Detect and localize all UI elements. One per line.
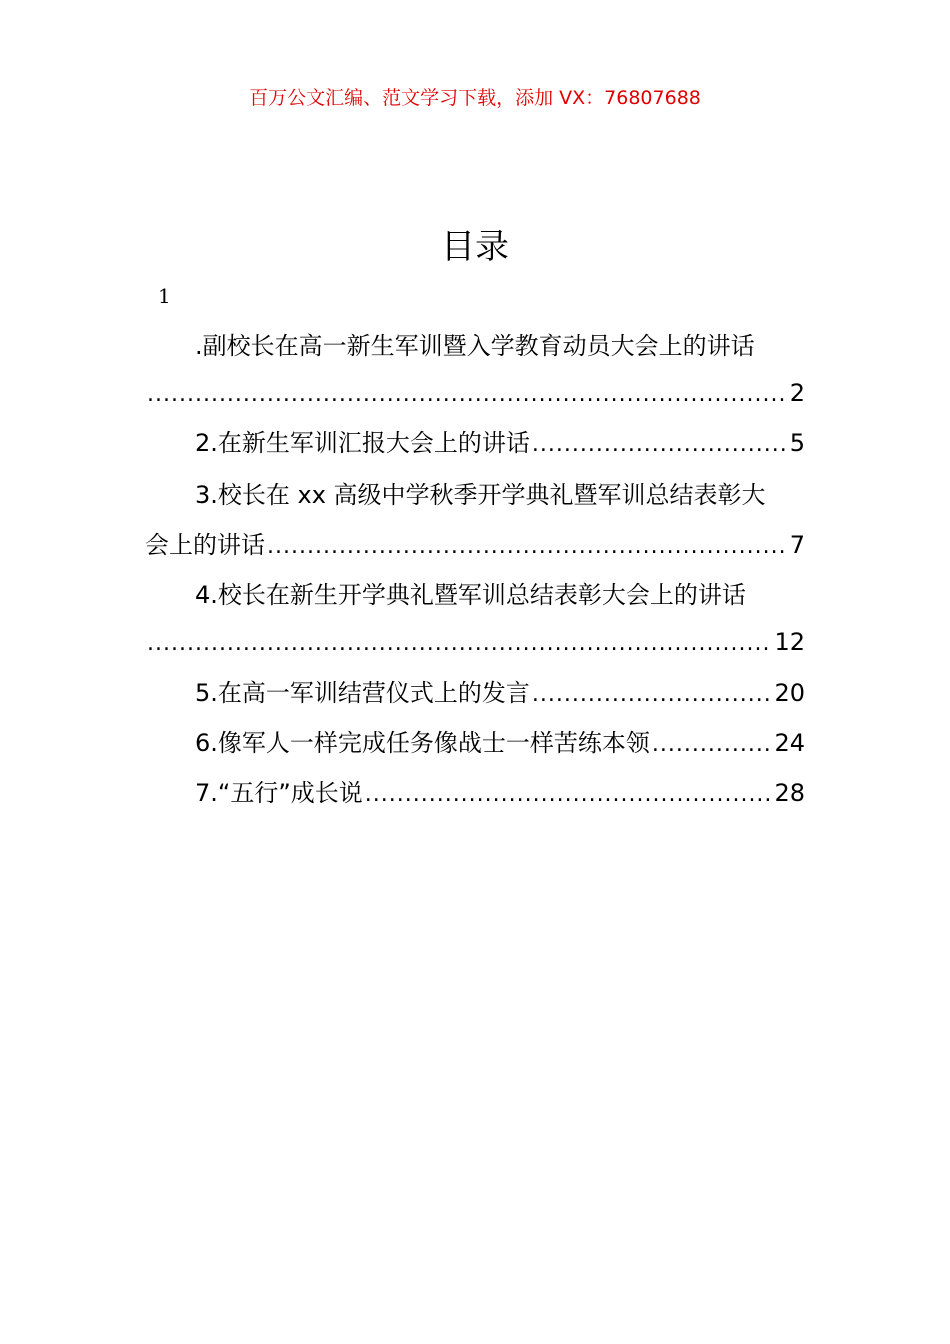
toc-entry-6[interactable] — [145, 724, 805, 762]
toc-entry-text: 3.校长在 xx 高级中学秋季开学典礼暨军训总结表彰大 — [195, 481, 766, 509]
dot-leader — [147, 376, 788, 412]
toc-entry-1-line2[interactable] — [145, 374, 805, 412]
toc-page-number: 5 — [789, 429, 805, 457]
toc-page-number: 12 — [774, 628, 805, 656]
toc-page-number: 20 — [774, 679, 805, 707]
toc-entry-3-line1[interactable] — [145, 476, 805, 514]
dot-leader — [532, 426, 788, 462]
toc-entry-text: 7.“五行”成长说 — [195, 779, 363, 807]
toc-entry-2[interactable] — [145, 424, 805, 462]
toc-entry-text: 4.校长在新生开学典礼暨军训总结表彰大会上的讲话 — [195, 581, 746, 609]
toc-entry-text: 6.像军人一样完成任务像战士一样苦练本领 — [195, 729, 650, 757]
toc-page-number: 2 — [789, 379, 805, 407]
toc-entry-text: 2.在新生军训汇报大会上的讲话 — [195, 429, 530, 457]
toc-entry-4-line2[interactable] — [145, 623, 805, 661]
toc-entry-3-line2[interactable] — [145, 526, 805, 564]
dot-leader — [147, 625, 772, 661]
toc-entry-1-line1[interactable] — [145, 327, 805, 365]
dot-leader — [365, 776, 773, 812]
page-marker: 1 — [158, 284, 171, 308]
toc-page-number: 7 — [789, 531, 805, 559]
toc-entry-4-line1[interactable] — [145, 576, 805, 614]
toc-page-number: 24 — [774, 729, 805, 757]
toc-entry-text: .副校长在高一新生军训暨入学教育动员大会上的讲话 — [195, 332, 755, 360]
toc-entry-text: 会上的讲话 — [145, 531, 265, 559]
toc-entry-5[interactable] — [145, 674, 805, 712]
dot-leader — [532, 676, 773, 712]
toc-entry-7[interactable] — [145, 774, 805, 812]
dot-leader — [267, 528, 788, 564]
toc-title: 目录 — [441, 227, 509, 267]
toc-page-number: 28 — [774, 779, 805, 807]
toc-entry-text: 5.在高一军训结营仪式上的发言 — [195, 679, 530, 707]
dot-leader — [652, 726, 773, 762]
header-note: 百万公文汇编、范文学习下载，添加 VX：76807688 — [249, 87, 701, 109]
